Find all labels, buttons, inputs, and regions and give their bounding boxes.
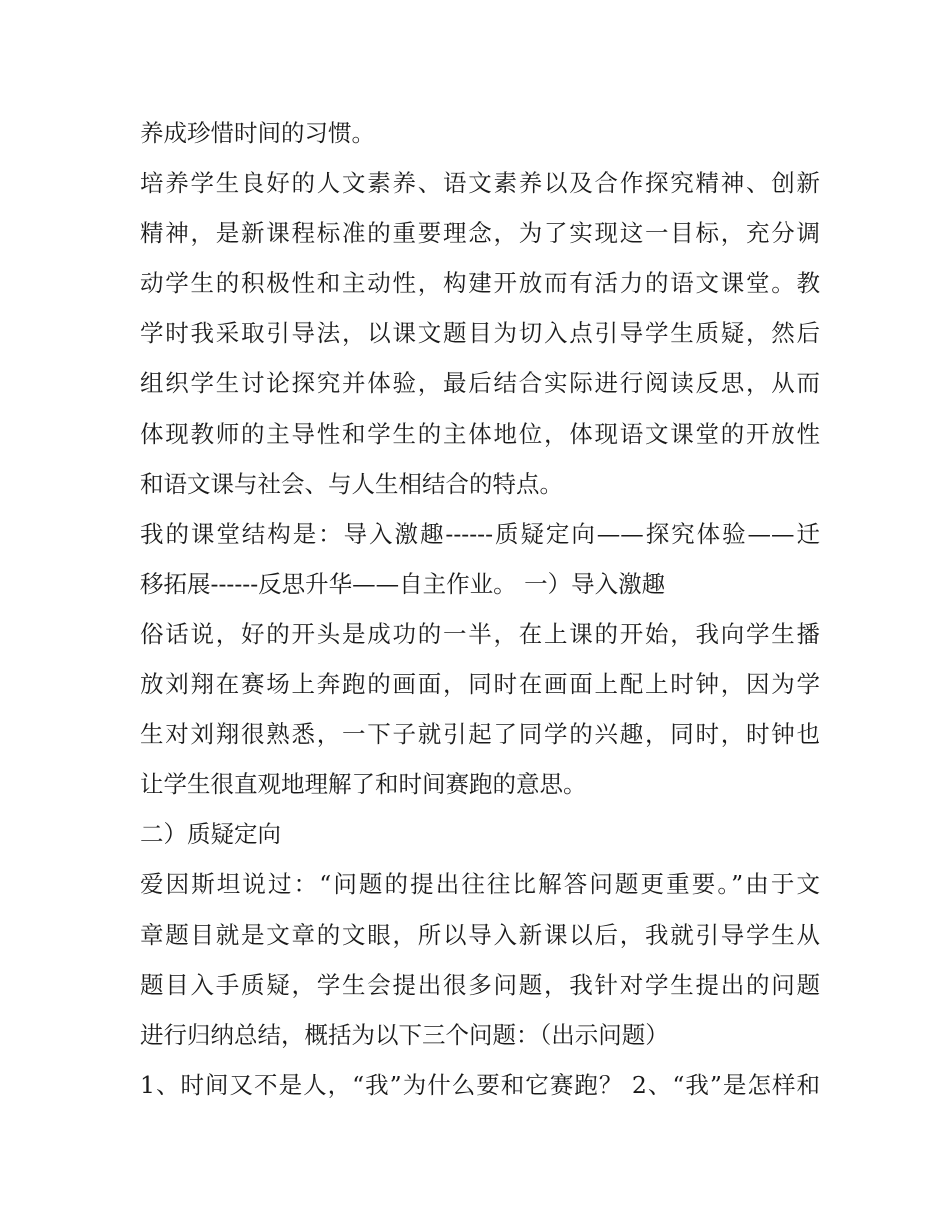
text-line: 学时我采取引导法，以课文题目为切入点引导学生质疑，然后 <box>140 319 820 348</box>
text-line: 动学生的积极性和主动性，构建开放而有活力的语文课堂。教 <box>140 269 820 298</box>
text-line: 精神，是新课程标准的重要理念，为了实现这一目标，充分调 <box>140 219 820 248</box>
text-line: 俗话说，好的开头是成功的一半，在上课的开始，我向学生播 <box>140 619 820 648</box>
body-text <box>140 108 820 1110</box>
text-line: 和语文课与社会、与人生相结合的特点。 <box>140 469 563 498</box>
text-line: 移拓展------反思升华——自主作业。 一）导入激趣 <box>140 569 666 598</box>
text-line: 进行归纳总结，概括为以下三个问题：（出示问题） <box>140 1020 669 1049</box>
text-line: 生对刘翔很熟悉，一下子就引起了同学的兴趣，同时，时钟也 <box>140 720 820 749</box>
text-line: 组织学生讨论探究并体验，最后结合实际进行阅读反思，从而 <box>140 369 820 398</box>
text-line: 体现教师的主导性和学生的主体地位，体现语文课堂的开放性 <box>140 419 820 448</box>
text-line: 我的课堂结构是：导入激趣------质疑定向——探究体验——迁 <box>140 519 820 548</box>
text-line: 爱因斯坦说过：“问题的提出往往比解答问题更重要。”由于文 <box>140 870 820 899</box>
text-line: 养成珍惜时间的习惯。 <box>140 119 375 147</box>
text-line: 题目入手质疑，学生会提出很多问题，我针对学生提出的问题 <box>140 970 820 999</box>
text-line: 让学生很直观地理解了和时间赛跑的意思。 <box>140 770 587 799</box>
section-heading: 二）质疑定向 <box>140 820 281 849</box>
text-line: 培养学生良好的人文素养、语文素养以及合作探究精神、创新 <box>140 169 820 198</box>
text-line: 放刘翔在赛场上奔跑的画面，同时在画面上配上时钟，因为学 <box>140 670 820 699</box>
text-line: 章题目就是文章的文眼，所以导入新课以后，我就引导学生从 <box>140 920 820 949</box>
text-line: 1、时间又不是人，“我”为什么要和它赛跑？ 2、“我”是怎样和 <box>140 1070 820 1099</box>
